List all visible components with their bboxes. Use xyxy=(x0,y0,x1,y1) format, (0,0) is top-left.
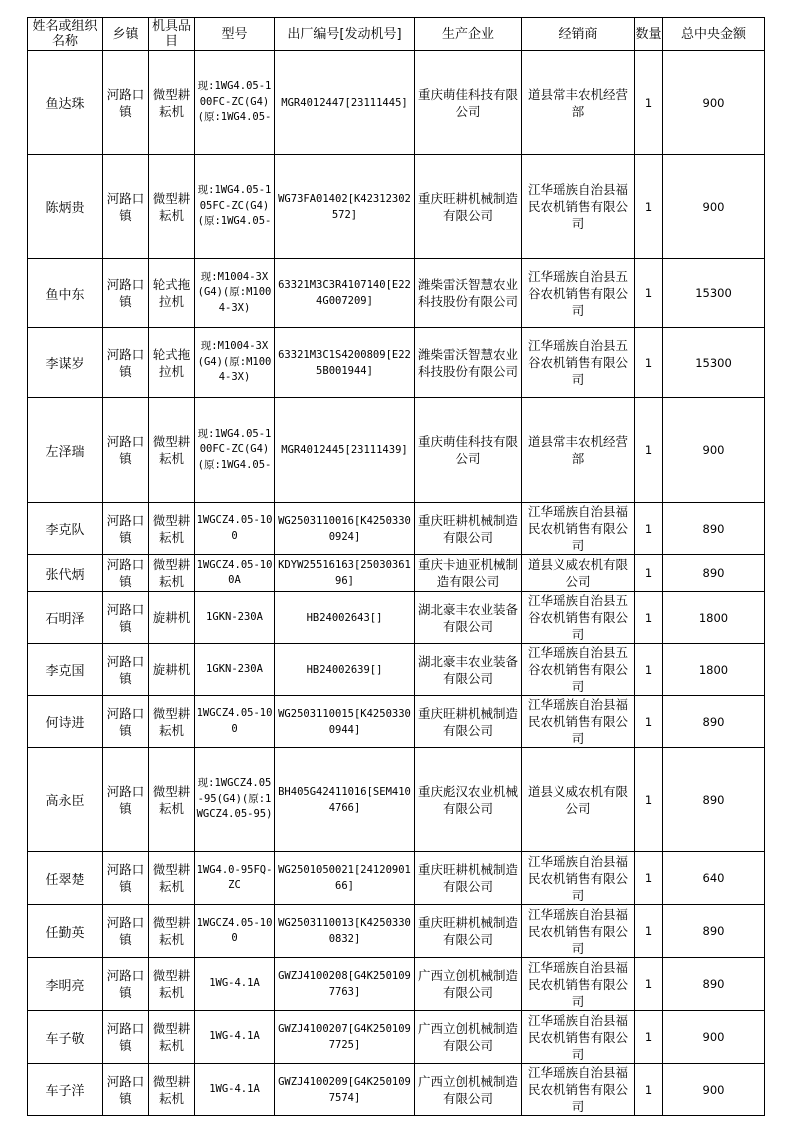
table-row xyxy=(28,644,765,696)
model-cell: 1WG-4.1A xyxy=(195,1011,275,1064)
town-cell: 河路口镇 xyxy=(103,555,149,592)
dealer-cell: 道县义威农机有限公司 xyxy=(522,748,635,852)
serial-cell: HB24002643[] xyxy=(275,592,415,644)
model-cell: 1WGCZ4.05-100A xyxy=(195,555,275,592)
serial-cell: WG73FA01402[K42312302572] xyxy=(275,155,415,259)
serial-cell: HB24002639[] xyxy=(275,644,415,696)
town-cell: 河路口镇 xyxy=(103,1011,149,1064)
category-cell: 微型耕耘机 xyxy=(149,852,195,905)
name-cell: 李谋岁 xyxy=(28,328,103,398)
table-row xyxy=(28,958,765,1011)
model-cell: 1WG-4.1A xyxy=(195,958,275,1011)
dealer-cell: 江华瑶族自治县福民农机销售有限公司 xyxy=(522,696,635,748)
serial-cell: WG2503110015[K42503300944] xyxy=(275,696,415,748)
town-cell: 河路口镇 xyxy=(103,852,149,905)
model-cell: 现:1WG4.05-100FC-ZC(G4)(原:1WG4.05- xyxy=(195,51,275,155)
name-cell: 鱼中东 xyxy=(28,259,103,328)
table-row xyxy=(28,398,765,503)
header-maker: 生产企业 xyxy=(415,18,522,51)
name-cell: 李克队 xyxy=(28,503,103,555)
amount-cell: 890 xyxy=(663,905,765,958)
town-cell: 河路口镇 xyxy=(103,905,149,958)
name-cell: 石明泽 xyxy=(28,592,103,644)
qty-cell: 1 xyxy=(635,748,663,852)
dealer-cell: 江华瑶族自治县福民农机销售有限公司 xyxy=(522,958,635,1011)
dealer-cell: 江华瑶族自治县福民农机销售有限公司 xyxy=(522,905,635,958)
town-cell: 河路口镇 xyxy=(103,592,149,644)
qty-cell: 1 xyxy=(635,503,663,555)
table-row xyxy=(28,259,765,328)
amount-cell: 1800 xyxy=(663,644,765,696)
table-row xyxy=(28,1064,765,1116)
serial-cell: WG2503110013[K42503300832] xyxy=(275,905,415,958)
category-cell: 旋耕机 xyxy=(149,644,195,696)
dealer-cell: 江华瑶族自治县福民农机销售有限公司 xyxy=(522,1011,635,1064)
amount-cell: 890 xyxy=(663,555,765,592)
serial-cell: BH405G42411016[SEM4104766] xyxy=(275,748,415,852)
amount-cell: 890 xyxy=(663,748,765,852)
category-cell: 轮式拖拉机 xyxy=(149,328,195,398)
maker-cell: 广西立创机械制造有限公司 xyxy=(415,1064,522,1116)
serial-cell: GWZJ4100209[G4K2501097574] xyxy=(275,1064,415,1116)
amount-cell: 900 xyxy=(663,1064,765,1116)
name-cell: 李克国 xyxy=(28,644,103,696)
model-cell: 1WGCZ4.05-100 xyxy=(195,905,275,958)
dealer-cell: 江华瑶族自治县福民农机销售有限公司 xyxy=(522,155,635,259)
amount-cell: 900 xyxy=(663,398,765,503)
model-cell: 1WG4.0-95FQ-ZC xyxy=(195,852,275,905)
qty-cell: 1 xyxy=(635,51,663,155)
qty-cell: 1 xyxy=(635,398,663,503)
header-name: 姓名或组织名称 xyxy=(28,18,103,51)
qty-cell: 1 xyxy=(635,328,663,398)
qty-cell: 1 xyxy=(635,644,663,696)
dealer-cell: 江华瑶族自治县福民农机销售有限公司 xyxy=(522,503,635,555)
maker-cell: 潍柴雷沃智慧农业科技股份有限公司 xyxy=(415,259,522,328)
name-cell: 张代炳 xyxy=(28,555,103,592)
model-cell: 现:1WG4.05-100FC-ZC(G4)(原:1WG4.05- xyxy=(195,398,275,503)
category-cell: 微型耕耘机 xyxy=(149,155,195,259)
serial-cell: WG2503110016[K42503300924] xyxy=(275,503,415,555)
amount-cell: 890 xyxy=(663,696,765,748)
model-cell: 1GKN-230A xyxy=(195,644,275,696)
header-category: 机具品目 xyxy=(149,18,195,51)
amount-cell: 640 xyxy=(663,852,765,905)
name-cell: 车子洋 xyxy=(28,1064,103,1116)
table-row xyxy=(28,905,765,958)
model-cell: 1WGCZ4.05-100 xyxy=(195,696,275,748)
dealer-cell: 道县常丰农机经营部 xyxy=(522,51,635,155)
header-model: 型号 xyxy=(195,18,275,51)
table-row xyxy=(28,328,765,398)
model-cell: 现:1WG4.05-105FC-ZC(G4)(原:1WG4.05- xyxy=(195,155,275,259)
maker-cell: 重庆旺耕机械制造有限公司 xyxy=(415,696,522,748)
town-cell: 河路口镇 xyxy=(103,51,149,155)
table-row xyxy=(28,748,765,852)
amount-cell: 890 xyxy=(663,958,765,1011)
table-row xyxy=(28,696,765,748)
amount-cell: 900 xyxy=(663,1011,765,1064)
maker-cell: 重庆旺耕机械制造有限公司 xyxy=(415,503,522,555)
name-cell: 李明亮 xyxy=(28,958,103,1011)
name-cell: 车子敬 xyxy=(28,1011,103,1064)
maker-cell: 重庆旺耕机械制造有限公司 xyxy=(415,155,522,259)
qty-cell: 1 xyxy=(635,1011,663,1064)
serial-cell: MGR4012445[23111439] xyxy=(275,398,415,503)
serial-cell: GWZJ4100207[G4K2501097725] xyxy=(275,1011,415,1064)
town-cell: 河路口镇 xyxy=(103,328,149,398)
name-cell: 左泽瑞 xyxy=(28,398,103,503)
dealer-cell: 江华瑶族自治县福民农机销售有限公司 xyxy=(522,852,635,905)
category-cell: 轮式拖拉机 xyxy=(149,259,195,328)
town-cell: 河路口镇 xyxy=(103,696,149,748)
serial-cell: 63321M3C1S4200809[E225B001944] xyxy=(275,328,415,398)
header-qty: 数量 xyxy=(635,18,663,51)
header-dealer: 经销商 xyxy=(522,18,635,51)
town-cell: 河路口镇 xyxy=(103,398,149,503)
table-row xyxy=(28,155,765,259)
maker-cell: 重庆旺耕机械制造有限公司 xyxy=(415,905,522,958)
qty-cell: 1 xyxy=(635,555,663,592)
amount-cell: 15300 xyxy=(663,259,765,328)
category-cell: 微型耕耘机 xyxy=(149,503,195,555)
category-cell: 微型耕耘机 xyxy=(149,905,195,958)
town-cell: 河路口镇 xyxy=(103,1064,149,1116)
amount-cell: 15300 xyxy=(663,328,765,398)
name-cell: 陈炳贵 xyxy=(28,155,103,259)
qty-cell: 1 xyxy=(635,259,663,328)
maker-cell: 重庆卡迪亚机械制造有限公司 xyxy=(415,555,522,592)
dealer-cell: 江华瑶族自治县五谷农机销售有限公司 xyxy=(522,644,635,696)
maker-cell: 潍柴雷沃智慧农业科技股份有限公司 xyxy=(415,328,522,398)
header-serial: 出厂编号[发动机号] xyxy=(275,18,415,51)
name-cell: 任翠楚 xyxy=(28,852,103,905)
table-row xyxy=(28,592,765,644)
table-row xyxy=(28,503,765,555)
model-cell: 1GKN-230A xyxy=(195,592,275,644)
header-town: 乡镇 xyxy=(103,18,149,51)
subsidy-table xyxy=(27,17,765,1116)
qty-cell: 1 xyxy=(635,958,663,1011)
model-cell: 现:M1004-3X(G4)(原:M1004-3X) xyxy=(195,259,275,328)
table-row xyxy=(28,555,765,592)
town-cell: 河路口镇 xyxy=(103,958,149,1011)
name-cell: 鱼达珠 xyxy=(28,51,103,155)
town-cell: 河路口镇 xyxy=(103,155,149,259)
dealer-cell: 道县常丰农机经营部 xyxy=(522,398,635,503)
name-cell: 高永臣 xyxy=(28,748,103,852)
maker-cell: 重庆旺耕机械制造有限公司 xyxy=(415,852,522,905)
dealer-cell: 江华瑶族自治县五谷农机销售有限公司 xyxy=(522,259,635,328)
maker-cell: 广西立创机械制造有限公司 xyxy=(415,1011,522,1064)
town-cell: 河路口镇 xyxy=(103,644,149,696)
qty-cell: 1 xyxy=(635,696,663,748)
category-cell: 微型耕耘机 xyxy=(149,555,195,592)
category-cell: 微型耕耘机 xyxy=(149,748,195,852)
model-cell: 现:M1004-3X(G4)(原:M1004-3X) xyxy=(195,328,275,398)
town-cell: 河路口镇 xyxy=(103,503,149,555)
qty-cell: 1 xyxy=(635,592,663,644)
town-cell: 河路口镇 xyxy=(103,259,149,328)
category-cell: 微型耕耘机 xyxy=(149,958,195,1011)
amount-cell: 1800 xyxy=(663,592,765,644)
dealer-cell: 江华瑶族自治县福民农机销售有限公司 xyxy=(522,1064,635,1116)
maker-cell: 湖北豪丰农业装备有限公司 xyxy=(415,644,522,696)
amount-cell: 900 xyxy=(663,51,765,155)
model-cell: 现:1WGCZ4.05-95(G4)(原:1WGCZ4.05-95) xyxy=(195,748,275,852)
serial-cell: WG2501050021[2412090166] xyxy=(275,852,415,905)
model-cell: 1WG-4.1A xyxy=(195,1064,275,1116)
maker-cell: 重庆萌佳科技有限公司 xyxy=(415,51,522,155)
table-row xyxy=(28,1011,765,1064)
name-cell: 任勤英 xyxy=(28,905,103,958)
qty-cell: 1 xyxy=(635,852,663,905)
maker-cell: 重庆萌佳科技有限公司 xyxy=(415,398,522,503)
model-cell: 1WGCZ4.05-100 xyxy=(195,503,275,555)
serial-cell: MGR4012447[23111445] xyxy=(275,51,415,155)
table-row xyxy=(28,852,765,905)
dealer-cell: 道县义威农机有限公司 xyxy=(522,555,635,592)
category-cell: 微型耕耘机 xyxy=(149,51,195,155)
header-amount: 总中央金额 xyxy=(663,18,765,51)
amount-cell: 890 xyxy=(663,503,765,555)
name-cell: 何诗进 xyxy=(28,696,103,748)
category-cell: 微型耕耘机 xyxy=(149,1011,195,1064)
maker-cell: 重庆彪汉农业机械有限公司 xyxy=(415,748,522,852)
category-cell: 微型耕耘机 xyxy=(149,696,195,748)
dealer-cell: 江华瑶族自治县五谷农机销售有限公司 xyxy=(522,328,635,398)
maker-cell: 湖北豪丰农业装备有限公司 xyxy=(415,592,522,644)
serial-cell: 63321M3C3R4107140[E224G007209] xyxy=(275,259,415,328)
header-row xyxy=(28,18,765,51)
maker-cell: 广西立创机械制造有限公司 xyxy=(415,958,522,1011)
qty-cell: 1 xyxy=(635,905,663,958)
category-cell: 微型耕耘机 xyxy=(149,1064,195,1116)
category-cell: 旋耕机 xyxy=(149,592,195,644)
table-row xyxy=(28,51,765,155)
town-cell: 河路口镇 xyxy=(103,748,149,852)
qty-cell: 1 xyxy=(635,155,663,259)
amount-cell: 900 xyxy=(663,155,765,259)
qty-cell: 1 xyxy=(635,1064,663,1116)
serial-cell: GWZJ4100208[G4K2501097763] xyxy=(275,958,415,1011)
category-cell: 微型耕耘机 xyxy=(149,398,195,503)
dealer-cell: 江华瑶族自治县五谷农机销售有限公司 xyxy=(522,592,635,644)
serial-cell: KDYW25516163[2503036196] xyxy=(275,555,415,592)
